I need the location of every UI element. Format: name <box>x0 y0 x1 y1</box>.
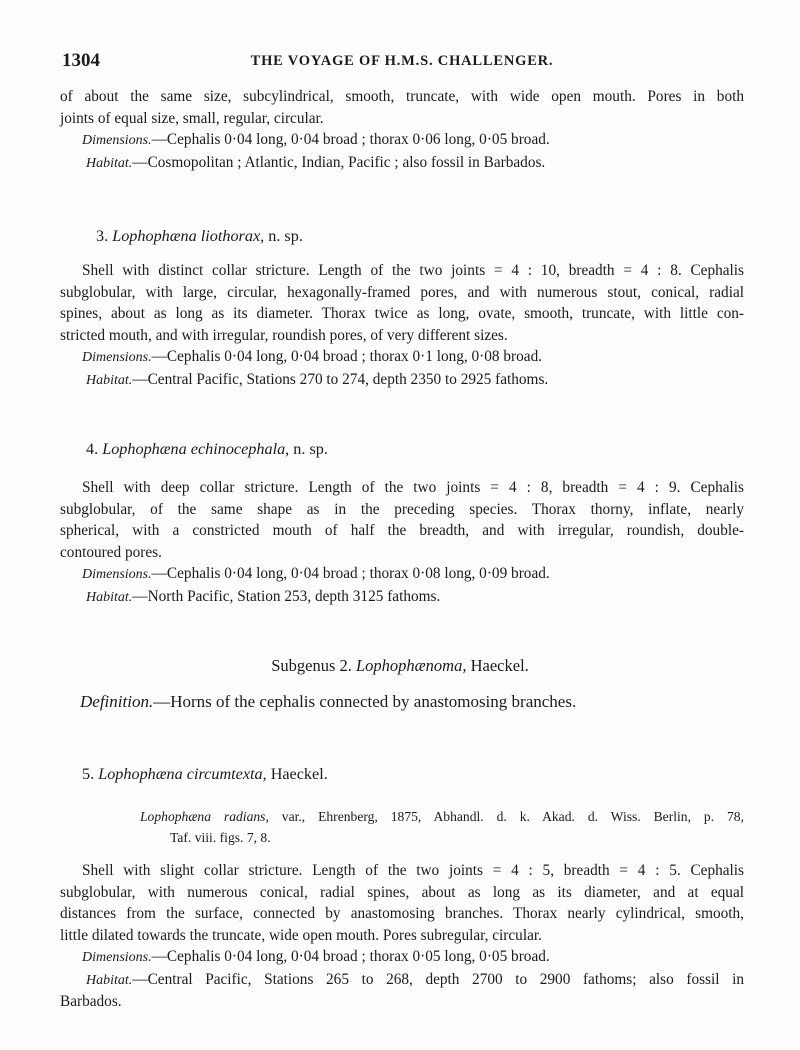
dimensions-line <box>60 563 744 586</box>
species-number: 3. <box>96 227 109 245</box>
dimensions-label: Dimensions. <box>82 350 152 365</box>
species-number: 5. <box>82 765 95 783</box>
dimensions-line <box>60 346 744 369</box>
habitat-label: Habitat. <box>86 972 133 988</box>
species-author: n. sp. <box>289 440 328 458</box>
text-line: Barbados. <box>60 993 122 1010</box>
species-name: Lophophæna echinocephala, <box>102 440 290 458</box>
dimensions-text: —Cephalis 0·04 long, 0·04 broad ; thorax 0·08 long, 0·09 broad. <box>151 565 550 582</box>
dimensions-label: Dimensions. <box>82 133 152 148</box>
text-line: little dilated towards the truncate, wide open mouth. Pores subregular, circular. <box>60 926 542 944</box>
text-line: distances from the surface, connected by anastomosing branches. Thorax nearly cylindrical, smooth, <box>60 905 744 922</box>
text-line: stricted mouth, and with irregular, roundish pores, of very different sizes. <box>60 326 508 344</box>
habitat-line <box>60 969 744 992</box>
habitat-text: —Central Pacific, Stations 265 to 268, depth 2700 to 2900 fathoms; also fossil in <box>132 970 744 988</box>
subgenus-author: Haeckel. <box>466 656 529 675</box>
definition-text: —Horns of the cephalis connected by anastomosing branches. <box>153 692 577 711</box>
subgenus-heading <box>0 656 800 676</box>
definition-label: Definition. <box>80 692 154 711</box>
text-line: Shell with slight collar stricture. Length of the two joints = 4 : 5, breadth = 4 : 5. Cephalis <box>82 862 744 879</box>
species-4-heading <box>86 440 328 459</box>
species-3-description <box>60 260 744 391</box>
habitat-line <box>60 586 744 609</box>
text-line: subglobular, with large, circular, hexagonally-framed pores, and with numerous stout, conical, radial <box>60 283 744 301</box>
synonymy-citation <box>140 806 744 848</box>
species-5-description <box>60 860 744 1013</box>
text-line: spines, about as long as its diameter. Thorax twice as long, ovate, smooth, truncate, with little con- <box>60 305 744 322</box>
habitat-line <box>60 369 744 392</box>
species-5-heading <box>82 765 328 784</box>
subgenus-definition <box>80 692 576 712</box>
citation-line <box>140 806 744 827</box>
subgenus-prefix: Subgenus 2. <box>271 656 352 675</box>
species-3-heading <box>96 227 303 246</box>
text-line: joints of equal size, small, regular, circular. <box>60 109 324 127</box>
species-author: n. sp. <box>264 227 303 245</box>
synonym-name: Lophophæna radians, <box>140 809 269 824</box>
page-header <box>62 50 742 74</box>
subgenus-name: Lophophænoma, <box>356 656 467 675</box>
text-line: Shell with deep collar stricture. Length of the two joints = 4 : 8, breadth = 4 : 9. Cephalis <box>82 479 744 496</box>
habitat-line <box>60 152 744 175</box>
citation-line: Taf. viii. figs. 7, 8. <box>170 830 271 845</box>
dimensions-label: Dimensions. <box>82 950 152 965</box>
text-line: of about the same size, subcylindrical, smooth, truncate, with wide open mouth. Pores in both <box>60 88 744 105</box>
habitat-label: Habitat. <box>86 589 133 605</box>
text-line: subglobular, with numerous conical, radial spines, about as long as its diameter, and at equal <box>60 883 744 901</box>
text-line: contoured pores. <box>60 543 162 561</box>
habitat-text: —North Pacific, Station 253, depth 3125 fathoms. <box>132 587 441 605</box>
text-line: Shell with distinct collar stricture. Length of the two joints = 4 : 10, breadth = 4 : 8. Cephalis <box>82 262 744 279</box>
dimensions-text: —Cephalis 0·04 long, 0·04 broad ; thorax 0·06 long, 0·05 broad. <box>151 131 550 148</box>
species-author: Haeckel. <box>266 765 328 783</box>
text-line: spherical, with a constricted mouth of half the breadth, and with irregular, roundish, double- <box>60 522 744 539</box>
page-number: 1304 <box>62 50 100 71</box>
habitat-label: Habitat. <box>86 372 133 388</box>
species-name: Lophophæna circumtexta, <box>98 765 267 783</box>
habitat-text: —Central Pacific, Stations 270 to 274, depth 2350 to 2925 fathoms. <box>132 370 549 388</box>
dimensions-line <box>60 129 744 152</box>
dimensions-text: —Cephalis 0·04 long, 0·04 broad ; thorax 0·1 long, 0·08 broad. <box>151 348 543 365</box>
dimensions-text: —Cephalis 0·04 long, 0·04 broad ; thorax 0·05 long, 0·05 broad. <box>151 948 550 965</box>
species-name: Lophophæna liothorax, <box>112 227 265 245</box>
text-line: subglobular, of the same shape as in the preceding species. Thorax thorny, inflate, nearly <box>60 500 744 518</box>
species-4-description <box>60 477 744 608</box>
habitat-label: Habitat. <box>86 155 133 171</box>
running-title: THE VOYAGE OF H.M.S. CHALLENGER. <box>250 53 554 69</box>
dimensions-label: Dimensions. <box>82 567 152 582</box>
citation-text: var., Ehrenberg, 1875, Abhandl. d. k. Akad. d. Wiss. Berlin, p. 78, <box>268 809 744 824</box>
continued-description <box>60 86 744 174</box>
species-number: 4. <box>86 440 99 458</box>
habitat-text: —Cosmopolitan ; Atlantic, Indian, Pacific ; also fossil in Barbados. <box>132 153 546 171</box>
dimensions-line <box>60 946 744 969</box>
